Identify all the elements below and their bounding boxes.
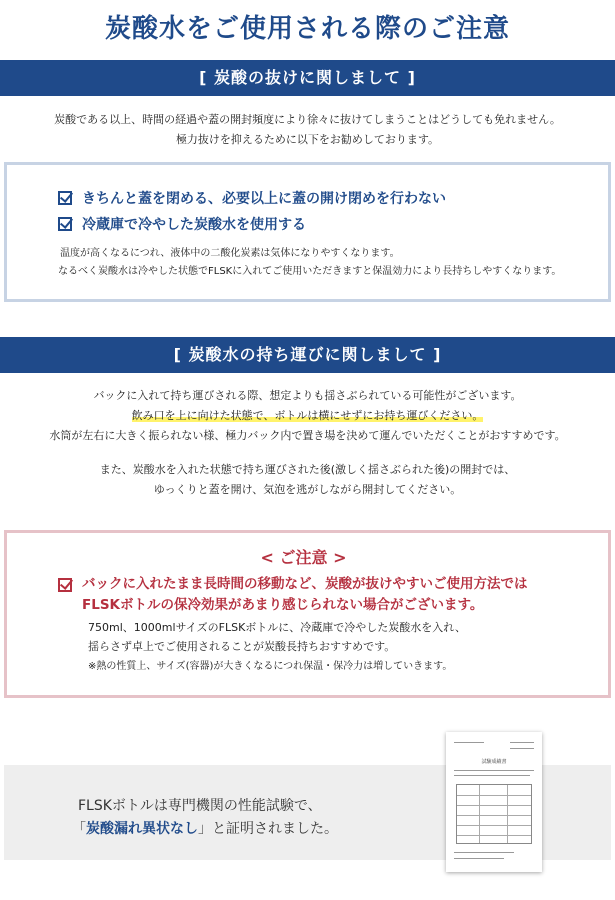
- checkbox-checked-icon: [58, 217, 72, 231]
- carry-line-5: ゆっくりと蓋を開け、気泡を逃がしながら開封してください。: [153, 483, 462, 496]
- carry-line-1: バックに入れて持ち運びされる際、想定よりも揺さぶられている可能性がございます。: [93, 389, 522, 402]
- note-line-1: 温度が高くなるにつれ、液体中の二酸化炭素は気体になりやすくなります。: [60, 248, 400, 259]
- caution-note: ※熱の性質上、サイズ(容器)が大きくなるにつれ保温・保冷力は増していきます。: [88, 661, 453, 672]
- caution-body: [88, 618, 466, 656]
- carrying-text: [0, 386, 615, 500]
- caution-check: [58, 578, 82, 592]
- checkbox-checked-icon: [58, 191, 72, 205]
- intro-line-2: 極力抜けを抑えるために以下をお勧めしております。: [175, 133, 440, 146]
- carry-line-3: 水筒が左右に大きく振られない様、極力バック内で置き場を決めて運んでいただくことがおすすめです。: [49, 429, 566, 442]
- doc-title: 試験成績書: [481, 759, 507, 765]
- check-row-close-lid: [58, 188, 446, 208]
- caution-body-line-1: 750ml、1000mlサイズのFLSKボトルに、冷蔵庫で冷やした炭酸水を入れ、: [88, 621, 466, 634]
- check-row-chilled: [58, 214, 306, 234]
- carbonation-intro: [0, 110, 615, 150]
- caution-red-line-2: FLSKボトルの保冷効果があまり感じられない場合がございます。: [82, 597, 484, 613]
- certificate-line-1: FLSKボトルは専門機関の性能試験で、: [78, 798, 322, 814]
- page-title: 炭酸水をご使用される際のご注意: [104, 14, 510, 44]
- section-band-carrying: [ 炭酸水の持ち運びに関しまして ]: [0, 337, 615, 373]
- section-band-carbonation-loss: [ 炭酸の抜けに関しまして ]: [0, 60, 615, 96]
- doc-table: [456, 784, 532, 844]
- certificate-line-2: 「炭酸漏れ異状なし」と証明されました。: [72, 821, 338, 837]
- carry-line-4: また、炭酸水を入れた状態で持ち運びされた後(激しく揺さぶられた後)の開封では、: [99, 463, 516, 476]
- caution-body-line-2: 揺らさず卓上でご使用されることが炭酸長持ちおすすめです。: [88, 640, 396, 653]
- certificate-emphasis: 炭酸漏れ異状なし: [86, 821, 198, 837]
- intro-line-1: 炭酸である以上、時間の経過や蓋の開封頻度により徐々に抜けてしまうことはどうしても免れません。: [54, 113, 561, 126]
- caution-warning: [82, 574, 528, 616]
- check-text-chilled: 冷蔵庫で冷やした炭酸水を使用する: [82, 217, 306, 233]
- checkbox-checked-icon: [58, 578, 72, 592]
- caution-red-line-1: バックに入れたまま長時間の移動など、炭酸が抜けやすいご使用方法では: [82, 576, 528, 592]
- temperature-notes: [60, 245, 561, 281]
- note-line-2: なるべく炭酸水は冷やした状態でFLSKに入れてご使用いただきますと保温効力により長持ちしやすくなります。: [58, 266, 562, 277]
- caution-title: < ご注意 >: [260, 548, 347, 567]
- check-text-close-lid: きちんと蓋を閉める、必要以上に蓋の開け閉めを行わない: [82, 191, 446, 207]
- carry-highlight: 飲み口を上に向けた状態で、ボトルは横にせずにお持ち運びください。: [131, 409, 484, 422]
- test-report-document-image: [446, 732, 542, 872]
